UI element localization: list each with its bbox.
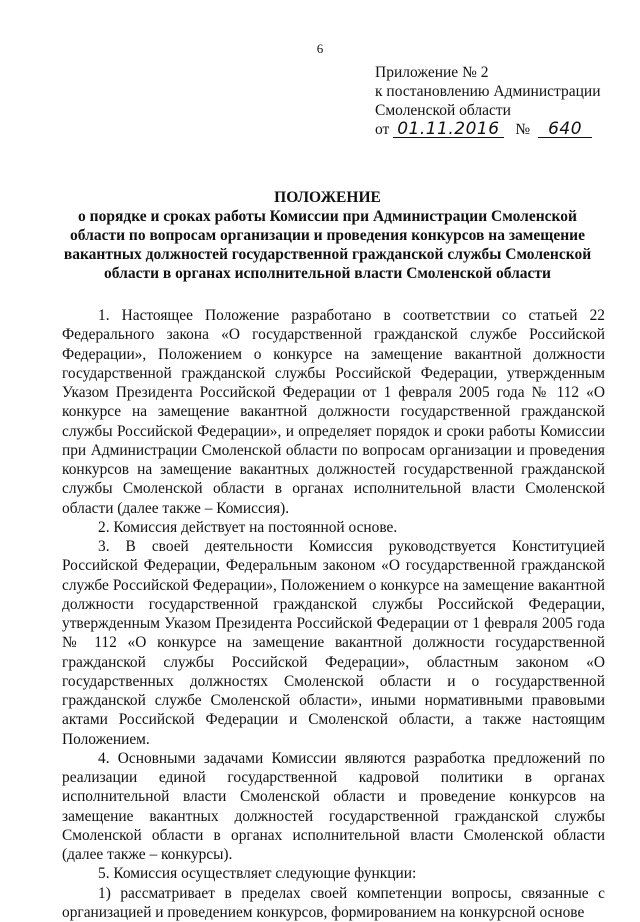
- number-prefix: №: [515, 121, 530, 138]
- document-title: [55, 188, 600, 283]
- paragraph-2: 2. Комиссия действует на постоянной основе.: [62, 518, 605, 537]
- appendix-line-1: Приложение № 2: [375, 63, 601, 82]
- paragraph-5: 5. Комиссия осуществляет следующие функции:: [62, 864, 605, 883]
- appendix-date-line: [375, 120, 601, 139]
- title-subtitle: о порядке и сроках работы Комиссии при Администрации Смоленской области по вопросам организации и проведения конкурсов на замещение вакантных должностей государственной гражданской службы Смоленской области в органах исполнительной власти Смоленской области: [55, 207, 600, 283]
- paragraph-6: 1) рассматривает в пределах своей компетенции вопросы, связанные с организацией и проведением конкурсов, формированием на конкурсной основе: [62, 884, 605, 922]
- paragraph-1: 1. Настоящее Положение разработано в соответствии со статьей 22 Федерального закона «О государственной гражданской службе Российской Федерации», Положением о конкурсе на замещение вакантной должности государственной гражданской службы Российской Федерации, утвержденным Указом Президента Российской Федерации от 1 февраля 2005 года № 112 «О конкурсе на замещение вакантной должности государственной гражданской службы Российской Федерации», и определяет порядок и сроки работы Комиссии при Администрации Смоленской области по вопросам организации и проведения конкурсов на замещение вакантных должностей государственной гражданской службы Смоленской области в органах исполнительной власти Смоленской области (далее также – Комиссия).: [62, 306, 605, 518]
- paragraph-4: 4. Основными задачами Комиссии являются разработка предложений по реализации единой государственной кадровой политики в органах исполнительной власти Смоленской области и проведение конкурсов на замещение вакантных должностей государственной гражданской службы Смоленской области в органах исполнительной власти Смоленской области (далее также – конкурсы).: [62, 749, 605, 865]
- page-number: 6: [0, 41, 640, 57]
- appendix-header: [375, 63, 601, 139]
- appendix-line-3: Смоленской области: [375, 101, 601, 120]
- date-prefix: от: [375, 121, 389, 138]
- title-main: ПОЛОЖЕНИЕ: [55, 188, 600, 207]
- paragraph-3: 3. В своей деятельности Комиссия руководствуется Конституцией Российской Федерации, Федеральным законом «О государственной гражданской службе Российской Федерации», Положением о конкурсе на замещение вакантной должности государственной гражданской службы Российской Федерации, утвержденным Указом Президента Российской Федерации от 1 февраля 2005 года № 112 «О конкурсе на замещение вакантной должности государственной гражданской службы Российской Федерации», областным законом «О государственных должностях Смоленской области и о государственной гражданской службе Смоленской области», иными нормативными правовыми актами Российской Федерации и Смоленской области, а также настоящим Положением.: [62, 537, 605, 749]
- appendix-line-2: к постановлению Администрации: [375, 82, 601, 101]
- handwritten-date: 01.11.2016: [393, 121, 503, 138]
- handwritten-number: 640: [538, 121, 592, 138]
- document-body: [62, 306, 605, 922]
